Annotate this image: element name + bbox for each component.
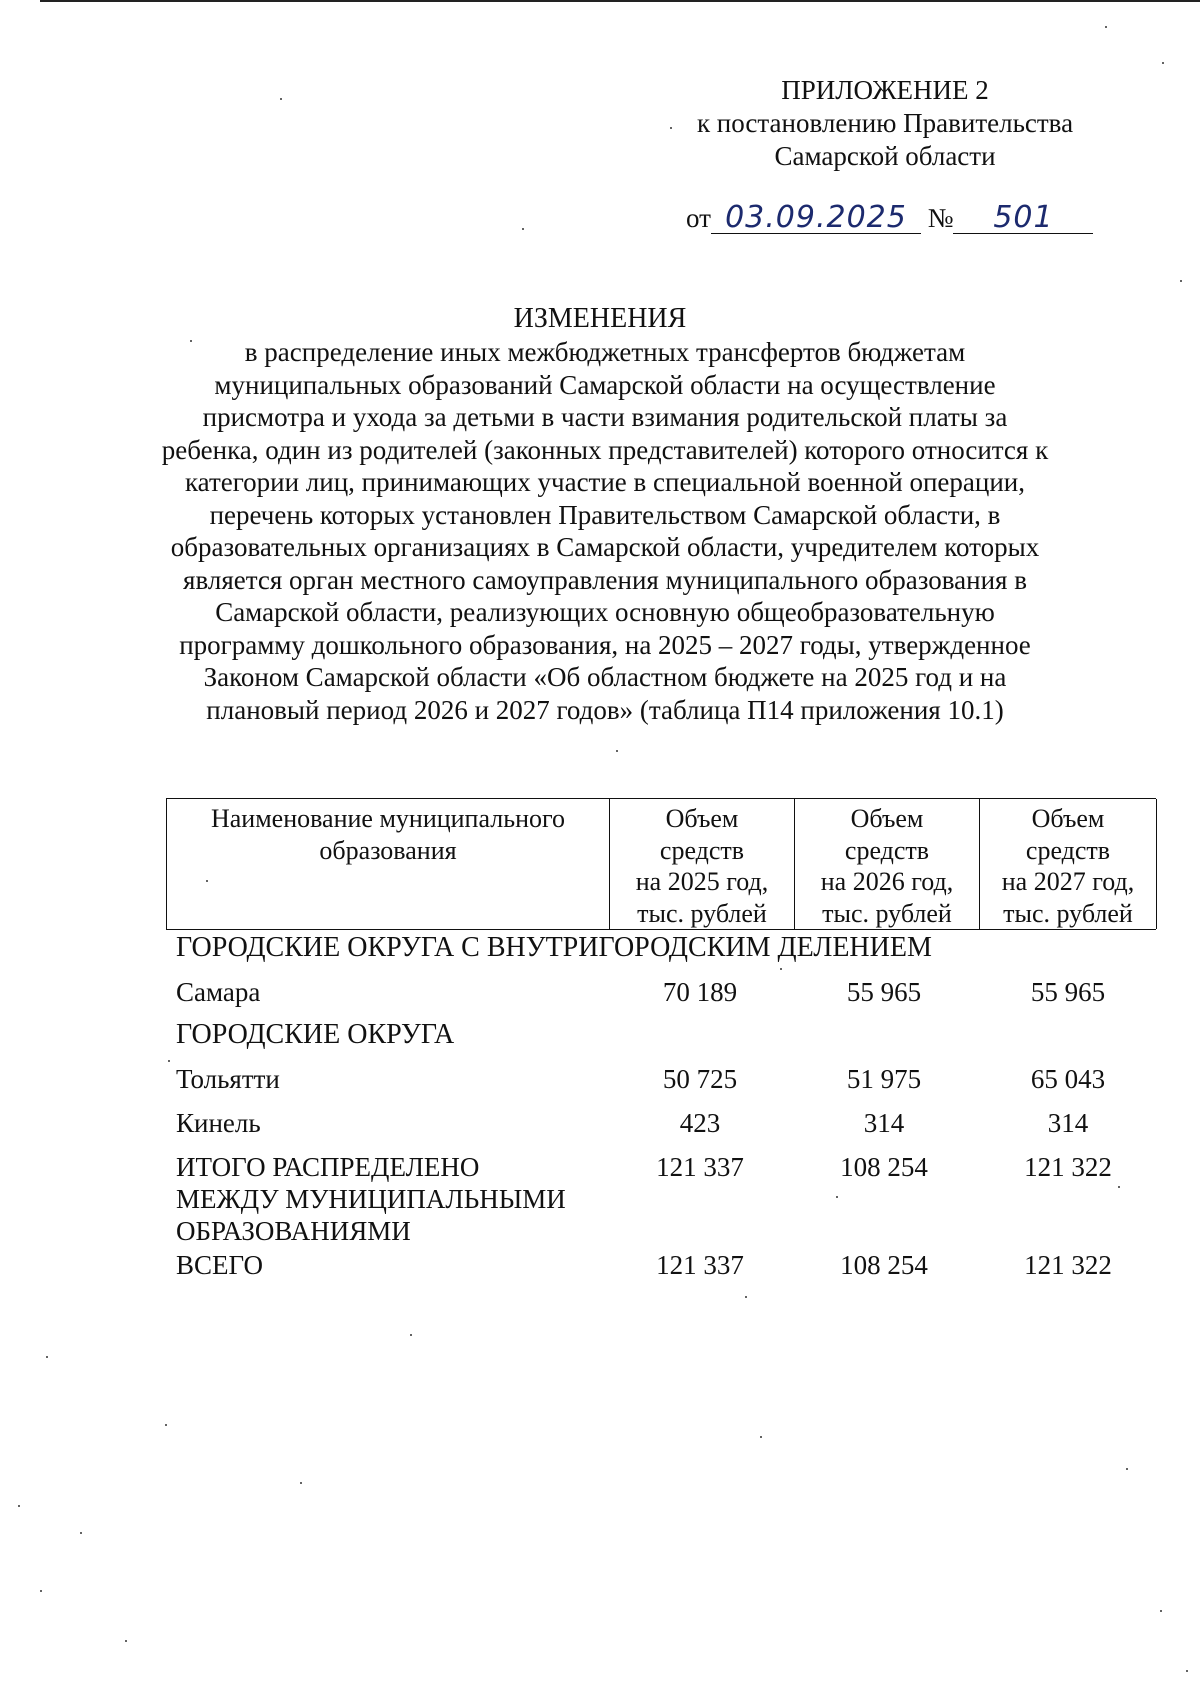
section-label: ГОРОДСКИЕ ОКРУГА	[176, 1019, 455, 1050]
municipality-name: ВСЕГО	[176, 1250, 263, 1280]
subtitle-line: плановый период 2026 и 2027 годов» (таблица П14 приложения 10.1)	[206, 694, 1004, 725]
header-text: Объем	[1031, 804, 1105, 833]
decree-date: 03.09.2025	[711, 203, 921, 234]
scan-speck	[616, 750, 618, 752]
appendix-ref-line: к постановлению Правительства	[696, 108, 1074, 138]
value-2027: 121 322	[1024, 1250, 1112, 1280]
scan-speck	[1162, 62, 1164, 64]
scan-speck	[165, 1424, 167, 1426]
scan-speck	[522, 228, 524, 230]
scan-speck	[18, 1505, 20, 1507]
scan-speck	[300, 1482, 302, 1484]
header-text: тыс. рублей	[1003, 898, 1133, 928]
document-title: ИЗМЕНЕНИЯ	[513, 303, 687, 334]
municipality-name: Самара	[176, 977, 261, 1007]
table-row-togliatti	[176, 1063, 1156, 1101]
name-line: МЕЖДУ МУНИЦИПАЛЬНЫМИ	[176, 1184, 566, 1214]
name-line: ОБРАЗОВАНИЯМИ	[176, 1216, 411, 1246]
header-text: тыс. рублей	[637, 898, 767, 928]
value-2026: 55 965	[846, 977, 922, 1007]
scan-speck	[168, 1060, 170, 1062]
scan-speck	[1186, 1670, 1188, 1672]
number-label: №	[927, 203, 954, 233]
subtitle-line: муниципальных образований Самарской области на осуществление	[214, 369, 996, 400]
header-municipality	[167, 799, 610, 929]
value-2025: 50 725	[662, 1064, 738, 1094]
scan-speck	[1105, 26, 1107, 28]
header-2025	[610, 799, 795, 929]
from-label: от	[686, 203, 711, 233]
value-2027: 55 965	[1030, 977, 1106, 1007]
subtitle-line: Самарской области, реализующих основную общеобразовательную	[215, 597, 995, 627]
scan-speck	[780, 968, 782, 970]
section-row-urban-districts-with-division	[176, 932, 1156, 970]
value-2025: 121 337	[656, 1152, 744, 1182]
scan-speck	[80, 1532, 82, 1534]
table-row-samara	[176, 976, 1156, 1014]
scan-speck	[1126, 1468, 1128, 1470]
section-row-urban-districts	[176, 1019, 1156, 1057]
header-text: тыс. рублей	[822, 898, 952, 928]
table-row-distributed-total	[176, 1151, 1156, 1251]
scan-speck	[410, 1334, 412, 1336]
subtitle-line: перечень которых установлен Правительством Самарской области, в	[209, 499, 1001, 530]
document-subtitle	[150, 336, 1060, 726]
scan-speck	[760, 1436, 762, 1438]
scan-speck	[206, 880, 208, 882]
top-border-line	[40, 0, 1200, 2]
value-2027: 121 322	[1024, 1152, 1112, 1182]
subtitle-line: образовательных организациях в Самарской области, учредителем которых	[170, 532, 1040, 562]
scan-speck	[125, 1640, 127, 1642]
municipality-name	[176, 1151, 566, 1247]
header-text: средств	[844, 835, 930, 865]
header-text: на 2027 год,	[1001, 867, 1135, 896]
scan-speck	[190, 340, 192, 342]
scan-speck	[1160, 1610, 1162, 1612]
name-line: ИТОГО РАСПРЕДЕЛЕНО	[176, 1152, 480, 1182]
value-2025: 70 189	[662, 977, 738, 1007]
value-2027: 314	[1047, 1108, 1089, 1138]
header-text: средств	[659, 835, 745, 865]
subtitle-line: в распределение иных межбюджетных трансфертов бюджетам	[244, 337, 966, 367]
header-text: Объем	[665, 804, 739, 833]
subtitle-line: программу дошкольного образования, на 2025 – 2027 годы, утвержденное	[179, 629, 1031, 660]
scan-speck	[670, 127, 672, 129]
appendix-region-line: Самарской области	[774, 141, 996, 171]
subtitle-line: категории лиц, принимающих участие в специальной военной операции,	[184, 467, 1026, 497]
decree-date-number	[686, 200, 1093, 235]
section-label: ГОРОДСКИЕ ОКРУГА С ВНУТРИГОРОДСКИМ ДЕЛЕНИЕМ	[176, 932, 932, 963]
header-text: образования	[319, 835, 457, 865]
header-2027	[980, 799, 1157, 929]
municipality-name: Кинель	[176, 1108, 261, 1138]
header-text: Объем	[850, 804, 924, 833]
subtitle-line: является орган местного самоуправления муниципального образования в	[183, 564, 1027, 595]
table-header	[166, 798, 1156, 930]
header-text: средств	[1025, 835, 1111, 865]
decree-number: 501	[953, 203, 1093, 234]
value-2026: 51 975	[846, 1064, 922, 1094]
value-2026: 108 254	[840, 1250, 928, 1280]
appendix-header	[680, 74, 1090, 173]
header-2026	[795, 799, 980, 929]
scan-speck	[745, 1296, 747, 1298]
subtitle-line: присмотра и ухода за детьми в части взимания родительской платы за	[202, 402, 1008, 432]
subtitle-line: Законом Самарской области «Об областном бюджете на 2025 год и на	[203, 662, 1007, 692]
value-2026: 108 254	[840, 1152, 928, 1182]
scan-speck	[1180, 280, 1182, 282]
header-text: на 2025 год,	[635, 867, 769, 896]
scan-speck	[40, 1590, 42, 1592]
appendix-title: ПРИЛОЖЕНИЕ 2	[781, 75, 989, 105]
value-2025: 121 337	[656, 1250, 744, 1280]
table-row-kinel	[176, 1107, 1156, 1145]
subtitle-line: ребенка, один из родителей (законных представителей) которого относится к	[161, 434, 1049, 465]
value-2027: 65 043	[1030, 1064, 1106, 1094]
table-row-grand-total	[176, 1249, 1156, 1287]
scan-speck	[1118, 1186, 1120, 1188]
scan-speck	[836, 1196, 838, 1198]
header-text: на 2026 год,	[820, 867, 954, 896]
value-2026: 314	[863, 1108, 905, 1138]
municipality-name: Тольятти	[176, 1064, 280, 1094]
header-text: Наименование муниципального	[210, 804, 566, 833]
scan-speck	[46, 1356, 48, 1358]
value-2025: 423	[679, 1108, 721, 1138]
scan-speck	[280, 98, 282, 100]
